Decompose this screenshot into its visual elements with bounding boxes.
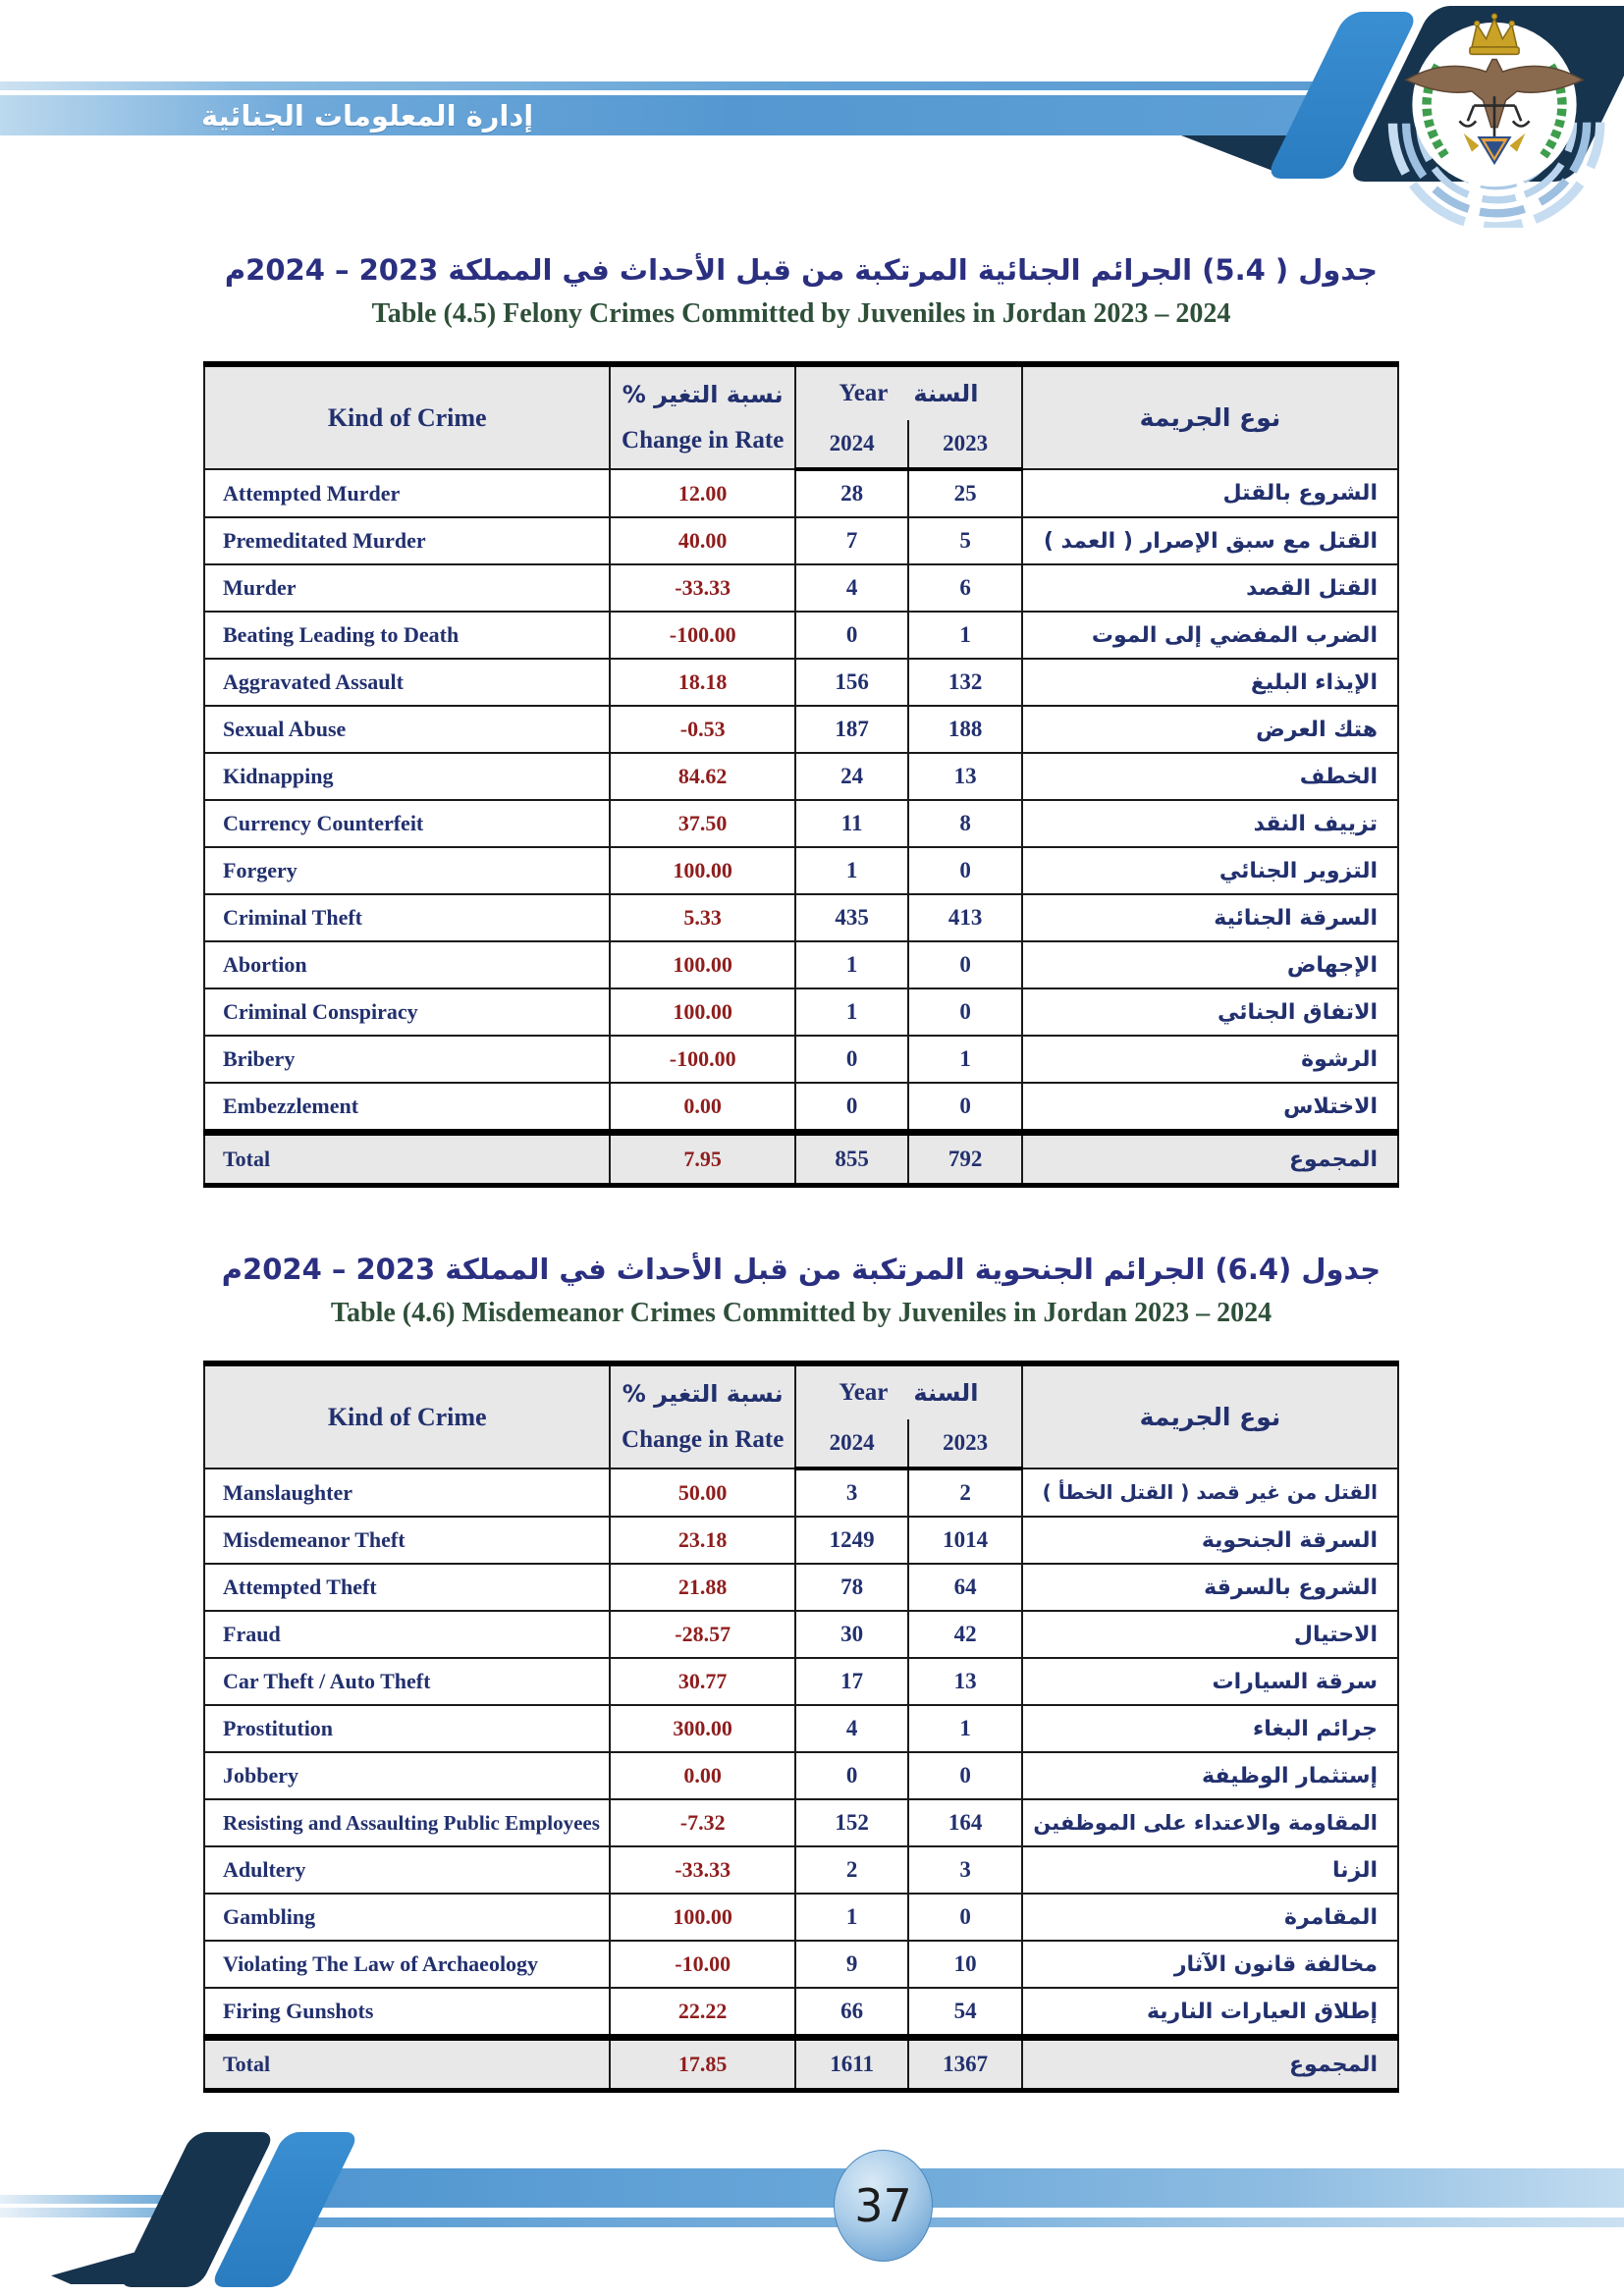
year-2024-value: 1249: [795, 1517, 909, 1564]
year-2024-value: 78: [795, 1564, 909, 1611]
change-rate-value: 30.77: [610, 1658, 794, 1705]
year-2024-value: 1: [795, 941, 909, 988]
total-label-en: Total: [204, 2038, 610, 2091]
year-2023-value: 42: [908, 1611, 1022, 1658]
change-rate-value: -28.57: [610, 1611, 794, 1658]
year-2023-value: 25: [908, 469, 1022, 517]
total-label-ar: المجموع: [1022, 2038, 1398, 2091]
col-header-kind-of-crime: Kind of Crime: [204, 364, 610, 469]
year-2024-value: 0: [795, 1036, 909, 1083]
table-row: [204, 1517, 1398, 1564]
year-2024-value: 11: [795, 800, 909, 847]
total-row: [204, 1133, 1398, 1186]
total-2023: 792: [908, 1133, 1022, 1186]
crime-name-ar: الشروع بالسرقة: [1022, 1564, 1398, 1611]
year-2023-value: 0: [908, 1083, 1022, 1133]
year-2024-value: 0: [795, 1083, 909, 1133]
crime-name-en: Beating Leading to Death: [204, 612, 610, 659]
table-row: [204, 1894, 1398, 1941]
header-thin-stripe: [0, 81, 1327, 90]
crime-name-ar: السرقة الجنحوية: [1022, 1517, 1398, 1564]
table-row: [204, 1941, 1398, 1988]
table-row: [204, 1705, 1398, 1752]
change-rate-value: 100.00: [610, 1894, 794, 1941]
table-row: [204, 1564, 1398, 1611]
crime-name-en: Currency Counterfeit: [204, 800, 610, 847]
col-header-crime-type-ar: نوع الجريمة: [1022, 364, 1398, 469]
total-label-en: Total: [204, 1133, 610, 1186]
crime-name-en: Embezzlement: [204, 1083, 610, 1133]
crime-name-ar: هتك العرض: [1022, 706, 1398, 753]
crime-name-ar: الإيذاء البليغ: [1022, 659, 1398, 706]
crime-name-en: Criminal Conspiracy: [204, 988, 610, 1036]
crime-name-en: Adultery: [204, 1846, 610, 1894]
crime-name-en: Attempted Theft: [204, 1564, 610, 1611]
crime-name-en: Murder: [204, 564, 610, 612]
total-2024: 855: [795, 1133, 909, 1186]
crime-name-ar: القتل القصد: [1022, 564, 1398, 612]
change-rate-value: 22.22: [610, 1988, 794, 2038]
table-row: [204, 1036, 1398, 1083]
change-rate-value: 23.18: [610, 1517, 794, 1564]
year-2024-value: 3: [795, 1468, 909, 1517]
year-2023-value: 13: [908, 753, 1022, 800]
crime-name-en: Attempted Murder: [204, 469, 610, 517]
table-row: [204, 988, 1398, 1036]
table-row: [204, 1752, 1398, 1799]
year-2023-value: 1: [908, 1036, 1022, 1083]
year-2023-value: 1014: [908, 1517, 1022, 1564]
change-rate-value: 300.00: [610, 1705, 794, 1752]
crime-name-ar: السرقة الجنائية: [1022, 894, 1398, 941]
year-2024-value: 187: [795, 706, 909, 753]
year-2024-value: 0: [795, 1752, 909, 1799]
crime-name-en: Premeditated Murder: [204, 517, 610, 564]
year-2024-value: 7: [795, 517, 909, 564]
change-rate-value: -100.00: [610, 1036, 794, 1083]
crime-name-en: Aggravated Assault: [204, 659, 610, 706]
crime-name-ar: تزييف النقد: [1022, 800, 1398, 847]
year-2024-value: 17: [795, 1658, 909, 1705]
col-header-kind-of-crime: Kind of Crime: [204, 1363, 610, 1468]
col-header-2023: 2023: [908, 420, 1022, 469]
year-2024-value: 1: [795, 847, 909, 894]
table-row: [204, 612, 1398, 659]
table-row: [204, 1846, 1398, 1894]
year-2023-value: 0: [908, 847, 1022, 894]
change-rate-value: -0.53: [610, 706, 794, 753]
total-2023: 1367: [908, 2038, 1022, 2091]
crime-name-en: Jobbery: [204, 1752, 610, 1799]
crime-name-en: Firing Gunshots: [204, 1988, 610, 2038]
year-2024-value: 2: [795, 1846, 909, 1894]
col-header-year: Year السنة: [795, 1363, 1022, 1419]
crime-name-ar: الخطف: [1022, 753, 1398, 800]
crime-name-en: Sexual Abuse: [204, 706, 610, 753]
year-2023-value: 64: [908, 1564, 1022, 1611]
year-2024-value: 66: [795, 1988, 909, 2038]
change-rate-value: 18.18: [610, 659, 794, 706]
year-2024-value: 156: [795, 659, 909, 706]
year-2023-value: 0: [908, 1894, 1022, 1941]
crime-name-en: Resisting and Assaulting Public Employees: [204, 1799, 610, 1846]
crime-name-ar: الاختلاس: [1022, 1083, 1398, 1133]
change-rate-value: 100.00: [610, 988, 794, 1036]
total-label-ar: المجموع: [1022, 1133, 1398, 1186]
footer-banner-band: [291, 2168, 1624, 2208]
year-2024-value: 4: [795, 1705, 909, 1752]
year-2023-value: 6: [908, 564, 1022, 612]
crime-name-ar: الشروع بالقتل: [1022, 469, 1398, 517]
col-header-change-in-rate: نسبة التغير % Change in Rate: [610, 1363, 794, 1468]
year-2023-value: 413: [908, 894, 1022, 941]
year-2024-value: 152: [795, 1799, 909, 1846]
year-2023-value: 0: [908, 988, 1022, 1036]
table-row: [204, 1468, 1398, 1517]
table-row: [204, 753, 1398, 800]
change-rate-value: 0.00: [610, 1083, 794, 1133]
year-2023-value: 3: [908, 1846, 1022, 1894]
total-rate: 7.95: [610, 1133, 794, 1186]
crime-name-en: Bribery: [204, 1036, 610, 1083]
table-row: [204, 469, 1398, 517]
crime-name-ar: الرشوة: [1022, 1036, 1398, 1083]
year-2024-value: 1: [795, 988, 909, 1036]
crime-name-ar: المقامرة: [1022, 1894, 1398, 1941]
table-row: [204, 659, 1398, 706]
table-row: [204, 800, 1398, 847]
crime-name-ar: الاتفاق الجنائي: [1022, 988, 1398, 1036]
year-2024-value: 28: [795, 469, 909, 517]
crime-name-ar: إستثمار الوظيفة: [1022, 1752, 1398, 1799]
table-row: [204, 1988, 1398, 2038]
col-header-2023: 2023: [908, 1419, 1022, 1468]
table2-title-arabic: جدول (6.4) الجرائم الجنحوية المرتكبة من قبل الأحداث في المملكة 2023 – 2024م: [221, 1253, 1381, 1286]
jordan-public-security-crest-icon: [1365, 2, 1624, 228]
crime-name-ar: الضرب المفضي إلى الموت: [1022, 612, 1398, 659]
table-row: [204, 941, 1398, 988]
change-rate-value: 40.00: [610, 517, 794, 564]
table-row: [204, 847, 1398, 894]
change-rate-value: -100.00: [610, 612, 794, 659]
change-rate-value: 84.62: [610, 753, 794, 800]
crime-name-ar: إطلاق العيارات النارية: [1022, 1988, 1398, 2038]
crime-name-ar: مخالفة قانون الآثار: [1022, 1941, 1398, 1988]
table-row: [204, 1799, 1398, 1846]
table-row: [204, 706, 1398, 753]
year-2024-value: 435: [795, 894, 909, 941]
crime-name-en: Forgery: [204, 847, 610, 894]
year-2023-value: 0: [908, 941, 1022, 988]
change-rate-value: -33.33: [610, 564, 794, 612]
crime-name-ar: الاحتيال: [1022, 1611, 1398, 1658]
change-rate-value: 100.00: [610, 941, 794, 988]
table-row: [204, 1611, 1398, 1658]
change-rate-value: 37.50: [610, 800, 794, 847]
year-2023-value: 1: [908, 1705, 1022, 1752]
crime-name-en: Gambling: [204, 1894, 610, 1941]
footer-thin-stripe-1: [0, 2195, 175, 2204]
crime-name-ar: جرائم البغاء: [1022, 1705, 1398, 1752]
year-2024-value: 0: [795, 612, 909, 659]
year-2023-value: 5: [908, 517, 1022, 564]
year-2023-value: 0: [908, 1752, 1022, 1799]
felony-crimes-table: [203, 361, 1399, 1188]
year-2023-value: 2: [908, 1468, 1022, 1517]
change-rate-value: -33.33: [610, 1846, 794, 1894]
crime-name-ar: القتل من غير قصد ( القتل الخطأ ): [1022, 1468, 1398, 1517]
change-rate-value: -10.00: [610, 1941, 794, 1988]
change-rate-value: 0.00: [610, 1752, 794, 1799]
change-rate-value: 5.33: [610, 894, 794, 941]
footer-banner-band-thin: [291, 2217, 1624, 2227]
year-2024-value: 9: [795, 1941, 909, 1988]
col-header-crime-type-ar: نوع الجريمة: [1022, 1363, 1398, 1468]
crime-name-en: Manslaughter: [204, 1468, 610, 1517]
year-2024-value: 4: [795, 564, 909, 612]
col-header-2024: 2024: [795, 1419, 909, 1468]
table-row: [204, 1658, 1398, 1705]
year-2023-value: 1: [908, 612, 1022, 659]
crime-name-ar: المقاومة والاعتداء على الموظفين: [1022, 1799, 1398, 1846]
misdemeanor-crimes-table: [203, 1361, 1399, 2093]
change-rate-value: 21.88: [610, 1564, 794, 1611]
crime-name-ar: الزنا: [1022, 1846, 1398, 1894]
table-row: [204, 517, 1398, 564]
crime-name-en: Kidnapping: [204, 753, 610, 800]
crime-name-en: Violating The Law of Archaeology: [204, 1941, 610, 1988]
col-header-change-in-rate: نسبة التغير % Change in Rate: [610, 364, 794, 469]
table-row: [204, 1083, 1398, 1133]
department-title: إدارة المعلومات الجنائية: [201, 98, 534, 133]
crime-name-ar: القتل مع سبق الإصرار ( العمد ): [1022, 517, 1398, 564]
year-2023-value: 10: [908, 1941, 1022, 1988]
table-row: [204, 894, 1398, 941]
crime-name-en: Misdemeanor Theft: [204, 1517, 610, 1564]
crime-name-en: Abortion: [204, 941, 610, 988]
total-2024: 1611: [795, 2038, 909, 2091]
header-banner-band: [0, 95, 1327, 135]
table1-title-english: Table (4.5) Felony Crimes Committed by Juveniles in Jordan 2023 – 2024: [371, 298, 1231, 329]
page-number-badge: [834, 2150, 933, 2262]
page-content: [203, 247, 1399, 2093]
table-row: [204, 564, 1398, 612]
change-rate-value: 12.00: [610, 469, 794, 517]
year-2023-value: 188: [908, 706, 1022, 753]
crown-icon: [1470, 14, 1519, 54]
crime-name-en: Prostitution: [204, 1705, 610, 1752]
crime-name-en: Criminal Theft: [204, 894, 610, 941]
year-2024-value: 24: [795, 753, 909, 800]
col-header-year: Year السنة: [795, 364, 1022, 420]
year-2023-value: 13: [908, 1658, 1022, 1705]
page-number: 37: [854, 2179, 912, 2232]
year-2023-value: 8: [908, 800, 1022, 847]
year-2023-value: 54: [908, 1988, 1022, 2038]
crime-name-en: Car Theft / Auto Theft: [204, 1658, 610, 1705]
change-rate-value: -7.32: [610, 1799, 794, 1846]
year-2024-value: 30: [795, 1611, 909, 1658]
year-2023-value: 132: [908, 659, 1022, 706]
total-rate: 17.85: [610, 2038, 794, 2091]
footer-thin-stripe-2: [0, 2208, 175, 2217]
year-2024-value: 1: [795, 1894, 909, 1941]
total-row: [204, 2038, 1398, 2091]
table1-title-arabic: جدول ( 5.4) الجرائم الجنائية المرتكبة من قبل الأحداث في المملكة 2023 – 2024م: [224, 253, 1379, 287]
crime-name-ar: التزوير الجنائي: [1022, 847, 1398, 894]
crime-name-en: Fraud: [204, 1611, 610, 1658]
table2-title-english: Table (4.6) Misdemeanor Crimes Committed by Juveniles in Jordan 2023 – 2024: [330, 1298, 1272, 1328]
change-rate-value: 100.00: [610, 847, 794, 894]
col-header-2024: 2024: [795, 420, 909, 469]
crime-name-ar: الإجهاض: [1022, 941, 1398, 988]
year-2023-value: 164: [908, 1799, 1022, 1846]
crime-name-ar: سرقة السيارات: [1022, 1658, 1398, 1705]
change-rate-value: 50.00: [610, 1468, 794, 1517]
